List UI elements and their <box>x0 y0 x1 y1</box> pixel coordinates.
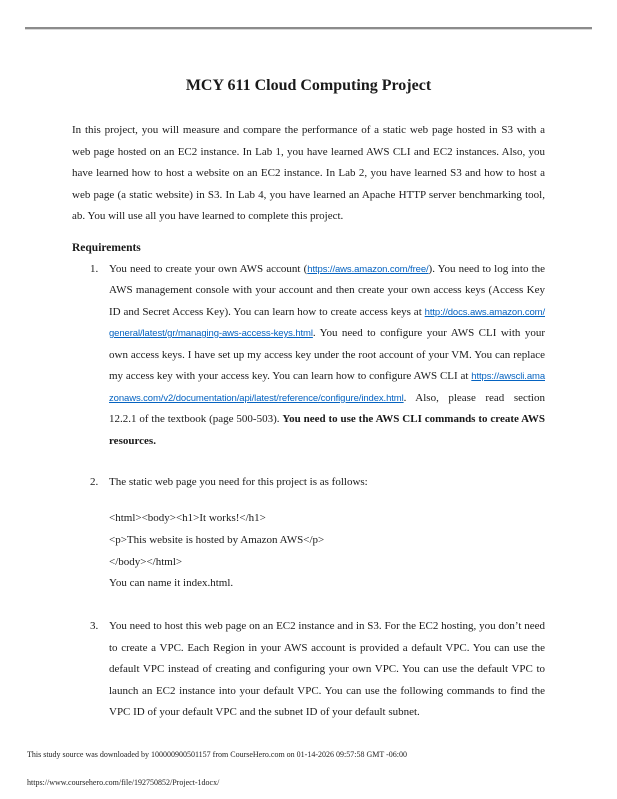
requirement-item-2 <box>72 472 545 594</box>
item-body <box>109 259 545 453</box>
code-line: <html><body><h1>It works!</h1> <box>109 511 266 524</box>
item3-text: You need to host this web page on an EC2 instance and in S3. For the EC2 hosting, you don’t need to create a VPC. Each Region in your AWS account is provided a default VPC. You can use the default VPC instead of creating and configuring your own VPC. You can use the default VPC to launch an EC2 instance into your default VPC. You can use the following commands to find the VPC ID of your default VPC and the subnet ID of your default subnet. <box>109 620 545 718</box>
requirement-item-1 <box>72 259 545 453</box>
static-page-code-block <box>109 507 545 573</box>
item-body <box>109 472 545 594</box>
item-number: 3. <box>90 620 99 632</box>
footer-source-url: https://www.coursehero.com/file/192750852/Project-1docx/ <box>27 778 220 787</box>
item-number: 1. <box>90 262 99 275</box>
code-line: <p>This website is hosted by Amazon AWS</p> <box>109 533 325 546</box>
intro-paragraph: In this project, you will measure and compare the performance of a static web page hosted in S3 with a web page hosted on an EC2 instance. In Lab 1, you have learned AWS CLI and EC2 instances. Also, you have learned how to host a website on an EC2 instance. In Lab 2, you have learned S3 and how to host a web page (a static website) in S3. In Lab 4, you have learned an Apache HTTP server benchmarking tool, ab. You will use all you have learned to complete this project. <box>72 124 545 222</box>
aws-free-tier-link[interactable]: https://aws.amazon.com/free/ <box>307 263 429 275</box>
item1-text-segment: You need to create your own AWS account ( <box>109 262 308 275</box>
item1-text-segment: . You need to configure your AWS CLI with your own access keys. I have set up my access key under the root account of your VM. You can replace my access key with your access key. You can learn how to configure AWS CLI at <box>109 327 545 382</box>
item-number: 2. <box>90 476 99 488</box>
item2-text: The static web page you need for this project is as follows: <box>109 476 368 488</box>
requirement-item-3 <box>72 616 545 724</box>
footer-download-note: This study source was downloaded by 100000900501157 from CourseHero.com on 01-14-2026 09:57:58 GMT -06:00 <box>27 750 407 759</box>
requirements-heading: Requirements <box>72 241 141 254</box>
item1-bold-requirement: You need to use the AWS CLI commands to create AWS resources. <box>109 413 545 447</box>
item2-filename-note: You can name it index.html. <box>109 576 234 589</box>
item1-text-segment: ). You need to log into the AWS management console with your account and then create your own access keys (Access Key ID and Secret Access Key). You can learn how to create access keys at <box>109 262 546 318</box>
document-body <box>72 0 545 724</box>
code-line: </body></html> <box>109 555 183 568</box>
item-body <box>109 616 545 724</box>
document-title: MCY 611 Cloud Computing Project <box>185 77 432 94</box>
managing-access-keys-doc-link[interactable]: http://docs.aws.amazon.com/general/latest/gr/managing-aws-access-keys.html <box>109 306 545 339</box>
awscli-configure-doc-link[interactable]: https://awscli.amazonaws.com/v2/documentation/api/latest/reference/configure/index.html <box>109 371 545 404</box>
item1-text-segment: . Also, please read section 12.2.1 of the textbook (page 500-503). <box>109 391 545 425</box>
